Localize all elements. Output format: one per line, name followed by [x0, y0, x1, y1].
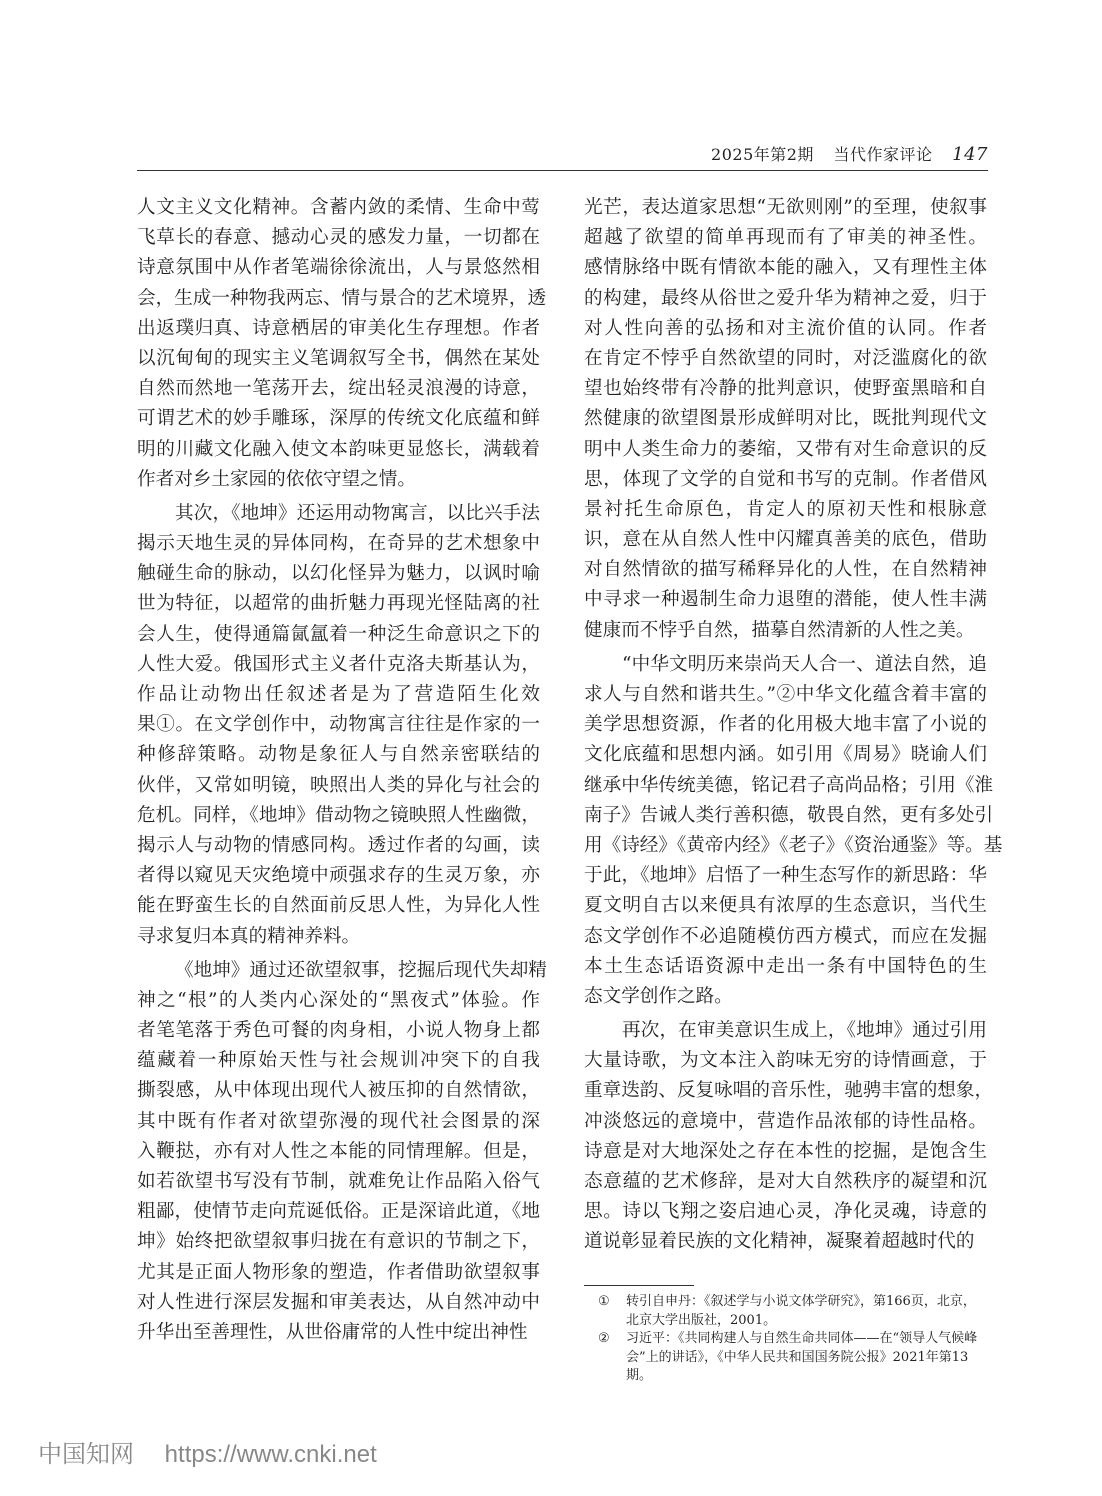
text-line: 能在野蛮生长的自然面前反思人性，为异化人性: [137, 895, 540, 917]
text-line: 者得以窥见天灾绝境中顽强求存的生灵万象，亦: [137, 865, 540, 887]
text-line: 可谓艺术的妙手雕琢，深厚的传统文化底蕴和鲜: [137, 408, 540, 430]
text-line: 以沉甸甸的现实主义笔调叙写全书，偶然在某处: [137, 347, 540, 369]
text-line: 思。诗以飞翔之姿启迪心灵，净化灵魂，诗意的: [584, 1201, 987, 1223]
text-line: 本土生态话语资源中走出一条有中国特色的生: [584, 955, 987, 977]
text-line: 思，体现了文学的自觉和书写的克制。作者借风: [584, 468, 987, 490]
cnki-watermark: [38, 1434, 377, 1469]
text-line: 种修辞策略。动物是象征人与自然亲密联结的: [137, 744, 540, 766]
paragraph: [584, 650, 1003, 1012]
text-line: 超越了欲望的简单再现而有了审美的神圣性。: [584, 227, 987, 249]
text-line: 飞草长的春意、撼动心灵的感发力量，一切都在: [137, 227, 540, 249]
text-line: 感情脉络中既有情欲本能的融入，又有理性主体: [584, 257, 987, 279]
paragraph: [137, 193, 547, 495]
text-line: 入鞭挞，亦有对人性之本能的同情理解。但是，: [137, 1140, 540, 1162]
text-line: 态意蕴的艺术修辞，是对大自然秩序的凝望和沉: [584, 1171, 987, 1192]
footnote: [598, 1330, 988, 1386]
watermark-url: https://www.cnki.net: [164, 1441, 377, 1468]
text-line: 健康而不悖乎自然，描摹自然清新的人性之美。: [584, 619, 975, 641]
text-line: 明中人类生命力的萎缩，又带有对生命意识的反: [584, 438, 987, 460]
text-line: 者笔笔落于秀色可餐的肉身相，小说人物身上都: [137, 1020, 540, 1042]
text-line: 世为特征，以超常的曲折魅力再现光怪陆离的社: [137, 593, 540, 615]
text-line: 神之“根”的人类内心深处的“黑夜式”体验。作: [137, 989, 540, 1011]
text-line: 美学思想资源，作者的化用极大地丰富了小说的: [584, 714, 987, 736]
text-line: 然健康的欲望图景形成鲜明对比，既批判现代文: [584, 408, 987, 430]
text-line: “中华文明历来崇尚天人合一、道法自然，追: [622, 653, 987, 675]
footnote-text: 转引自申丹：《叙述学与小说文体学研究》，第166页，北京，北京大学出版社，2001。: [626, 1294, 976, 1328]
issue-label: 2025年第2期: [711, 145, 814, 164]
text-line: 其次，《地坤》还运用动物寓言，以比兴手法: [175, 502, 540, 524]
header-text: [697, 142, 988, 165]
text-line: 对自然情欲的描写稀释异化的人性，在自然精神: [584, 559, 987, 581]
text-line: 景衬托生命原色，肯定人的原初天性和根脉意: [584, 498, 987, 520]
watermark-name: 中国知网: [38, 1441, 134, 1468]
text-line: 明的川藏文化融入使文本韵味更显悠长，满载着: [137, 438, 540, 460]
text-line: 自然而然地一笔荡开去，绽出轻灵浪漫的诗意，: [137, 378, 540, 400]
footnote-divider: [584, 1285, 694, 1286]
text-line: 危机。同样，《地坤》借动物之镜映照人性幽微，: [137, 804, 540, 826]
text-line: 望也始终带有冷静的批判意识，使野蛮黑暗和自: [584, 378, 987, 400]
text-line: 寻求复归本真的精神养料。: [137, 925, 361, 947]
text-line: 撕裂感，从中体现出现代人被压抑的自然情欲，: [137, 1080, 540, 1102]
paragraph: [584, 193, 987, 646]
running-header: [137, 140, 988, 171]
text-line: 重章迭韵、反复咏唱的音乐性，驰骋丰富的想象，: [584, 1080, 994, 1102]
text-line: 其中既有作者对欲望弥漫的现代社会图景的深: [137, 1110, 540, 1132]
text-line: 蕴藏着一种原始天性与社会规训冲突下的自我: [137, 1050, 540, 1072]
text-line: 在肯定不悖乎自然欲望的同时，对泛滥腐化的欲: [584, 347, 987, 369]
text-line: 道说彰显着民族的文化精神，凝聚着超越时代的: [584, 1231, 975, 1253]
text-line: 对人性进行深层发掘和审美表达，从自然冲动中: [137, 1291, 540, 1313]
text-line: 会，生成一种物我两忘、情与景合的艺术境界，透: [137, 287, 547, 309]
text-line: 南子》告诫人类行善积德，敬畏自然，更有多处引: [584, 804, 994, 826]
text-line: 求人与自然和谐共生。”②中华文化蕴含着丰富的: [584, 684, 987, 705]
text-line: 揭示人与动物的情感同构。透过作者的勾画，读: [137, 834, 540, 856]
footnote-mark: ②: [598, 1331, 610, 1346]
right-column: [584, 193, 1003, 1262]
text-line: 识，意在从自然人性中闪耀真善美的底色，借助: [584, 529, 987, 551]
text-line: 粗鄙，使情节走向荒诞低俗。正是深谙此道，《地: [137, 1201, 540, 1223]
text-line: 作者对乡土家园的依依守望之情。: [137, 468, 416, 490]
text-line: 触碰生命的脉动，以幻化怪异为魅力，以讽时喻: [137, 563, 540, 585]
text-line: 光芒，表达道家思想“无欲则刚”的至理，使叙事: [584, 197, 987, 218]
footnote: [598, 1293, 988, 1330]
text-line: 出返璞归真、诗意栖居的审美化生存理想。作者: [137, 317, 540, 339]
text-line: 人性大爱。俄国形式主义者什克洛夫斯基认为，: [137, 653, 540, 675]
text-line: 中寻求一种遏制生命力退堕的潜能，使人性丰满: [584, 589, 987, 611]
text-line: 如若欲望书写没有节制，就难免让作品陷入俗气: [137, 1171, 540, 1192]
text-line: 伙伴，又常如明镜，映照出人类的异化与社会的: [137, 774, 540, 796]
text-line: 揭示天地生灵的异体同构，在奇异的艺术想象中: [137, 533, 540, 555]
text-line: 诗意是对大地深处之存在本性的挖掘，是饱含生: [584, 1140, 987, 1162]
text-line: 诗意氛围中从作者笔端徐徐流出，人与景悠然相: [137, 257, 540, 279]
text-line: 态文学创作之路。: [584, 985, 733, 1007]
footnote-mark: ①: [598, 1294, 610, 1309]
text-line: 用《诗经》《黄帝内经》《老子》《资治通鉴》等。基: [584, 834, 1003, 856]
text-line: 会人生，使得通篇氤氲着一种泛生命意识之下的: [137, 623, 540, 645]
text-line: 对人性向善的弘扬和对主流价值的认同。作者: [584, 317, 987, 339]
paragraph: [137, 499, 540, 952]
text-line: 夏文明自古以来便具有浓厚的生态意识，当代生: [584, 895, 987, 917]
paragraph: [584, 1016, 994, 1258]
text-line: 于此，《地坤》启悟了一种生态写作的新思路：华: [584, 865, 987, 887]
paragraph: [137, 956, 547, 1348]
text-line: 再次，在审美意识生成上，《地坤》通过引用: [622, 1020, 987, 1042]
text-line: 《地坤》通过还欲望叙事，挖掘后现代失却精: [175, 959, 547, 981]
text-line: 态文学创作不必追随模仿西方模式，而应在发掘: [584, 925, 987, 947]
text-line: 文化底蕴和思想内涵。如引用《周易》晓谕人们: [584, 744, 987, 766]
text-line: 果①。在文学创作中，动物寓言往往是作家的一: [137, 714, 540, 736]
text-line: 冲淡悠远的意境中，营造作品浓郁的诗性品格。: [584, 1110, 987, 1132]
footnotes: [598, 1293, 988, 1386]
text-line: 尤其是正面人物形象的塑造，作者借助欲望叙事: [137, 1261, 540, 1283]
text-line: 的构建，最终从俗世之爱升华为精神之爱，归于: [584, 287, 987, 309]
journal-name: 当代作家评论: [833, 145, 933, 164]
text-line: 人文主义文化精神。含蓄内敛的柔情、生命中莺: [137, 197, 540, 218]
text-line: 大量诗歌，为文本注入韵味无穷的诗情画意，于: [584, 1050, 987, 1072]
footnote-text: 习近平：《共同构建人与自然生命共同体——在“领导人气候峰会”上的讲话》，《中华人民共和国国务院公报》2021年第13期。: [626, 1331, 978, 1383]
left-column: [137, 193, 547, 1352]
text-line: 继承中华传统美德，铭记君子高尚品格；引用《淮: [584, 774, 994, 796]
page-number: 147: [952, 144, 988, 165]
text-line: 升华出至善理性，从世俗庸常的人性中绽出神性: [137, 1321, 528, 1343]
text-line: 作品让动物出任叙述者是为了营造陌生化效: [137, 684, 540, 705]
text-line: 坤》始终把欲望叙事归拢在有意识的节制之下，: [137, 1231, 540, 1253]
